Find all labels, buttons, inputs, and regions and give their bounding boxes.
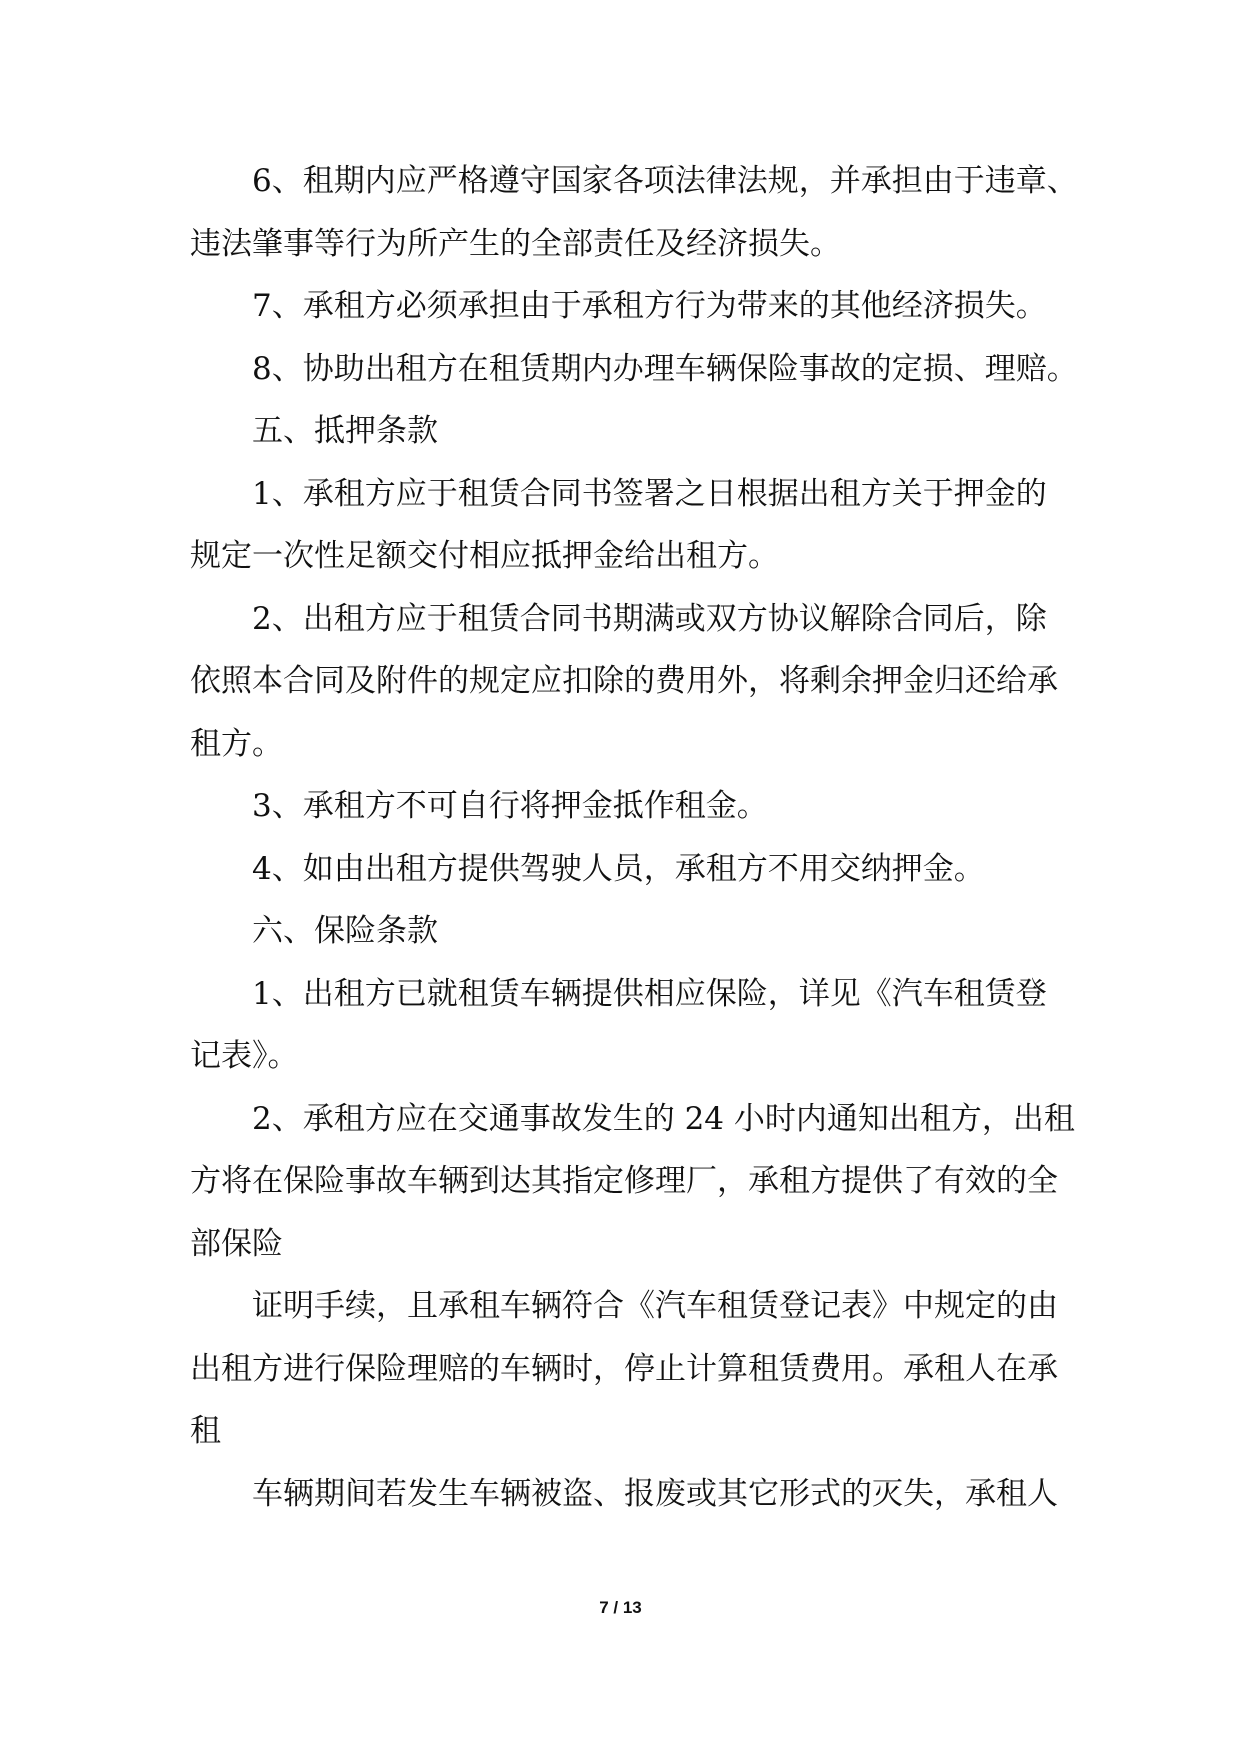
paragraph [190, 963, 1060, 1088]
paragraph [190, 150, 1078, 275]
text-line: 2、承租方应在交通事故发生的 24 小时内通知出租方，出租 [252, 1100, 1075, 1137]
text-line: 方将在保险事故车辆到达其指定修理厂，承租方提供了有效的全 [190, 1163, 1058, 1199]
page-number: 7 / 13 [599, 1598, 642, 1617]
paragraph [190, 275, 1060, 338]
text-line: 租方。 [190, 725, 283, 762]
document-body [190, 150, 1078, 1525]
text-line: 出租方进行保险理赔的车辆时，停止计算租赁费用。承租人在承 [190, 1350, 1058, 1387]
text-line: 1、出租方已就租赁车辆提供相应保险，详见《汽车租赁登 [252, 975, 1047, 1012]
paragraph [190, 1088, 1075, 1276]
text-line: 车辆期间若发生车辆被盗、报废或其它形式的灭失，承租人 [252, 1475, 1058, 1512]
paragraph [190, 463, 1060, 588]
text-line: 2、出租方应于租赁合同书期满或双方协议解除合同后，除 [252, 600, 1047, 637]
paragraph [190, 1275, 1060, 1463]
text-line: 部保险 [190, 1225, 283, 1262]
text-line: 6、租期内应严格遵守国家各项法律法规，并承担由于违章、 [252, 163, 1078, 199]
paragraph [190, 775, 1060, 838]
paragraph [190, 900, 1060, 963]
paragraph [190, 400, 1060, 463]
text-line: 7、承租方必须承担由于承租方行为带来的其他经济损失。 [252, 288, 1047, 324]
text-line: 8、协助出租方在租赁期内办理车辆保险事故的定损、理赔。 [252, 350, 1078, 387]
text-line: 租 [190, 1413, 221, 1449]
paragraph [190, 338, 1078, 401]
text-line: 证明手续，且承租车辆符合《汽车租赁登记表》中规定的由 [252, 1288, 1058, 1324]
text-line: 依照本合同及附件的规定应扣除的费用外，将剩余押金归还给承 [190, 663, 1058, 699]
text-line: 规定一次性足额交付相应抵押金给出租方。 [190, 538, 779, 574]
text-line: 违法肇事等行为所产生的全部责任及经济损失。 [190, 225, 841, 262]
paragraph [190, 1463, 1060, 1526]
paragraph [190, 588, 1060, 776]
text-line: 3、承租方不可自行将押金抵作租金。 [252, 788, 768, 824]
text-line: 六、保险条款 [252, 913, 438, 949]
text-line: 五、抵押条款 [252, 413, 438, 449]
text-line: 记表》。 [190, 1038, 299, 1074]
text-line: 4、如由出租方提供驾驶人员，承租方不用交纳押金。 [252, 850, 985, 887]
text-line: 1、承租方应于租赁合同书签署之日根据出租方关于押金的 [252, 475, 1047, 512]
paragraph [190, 838, 1060, 901]
